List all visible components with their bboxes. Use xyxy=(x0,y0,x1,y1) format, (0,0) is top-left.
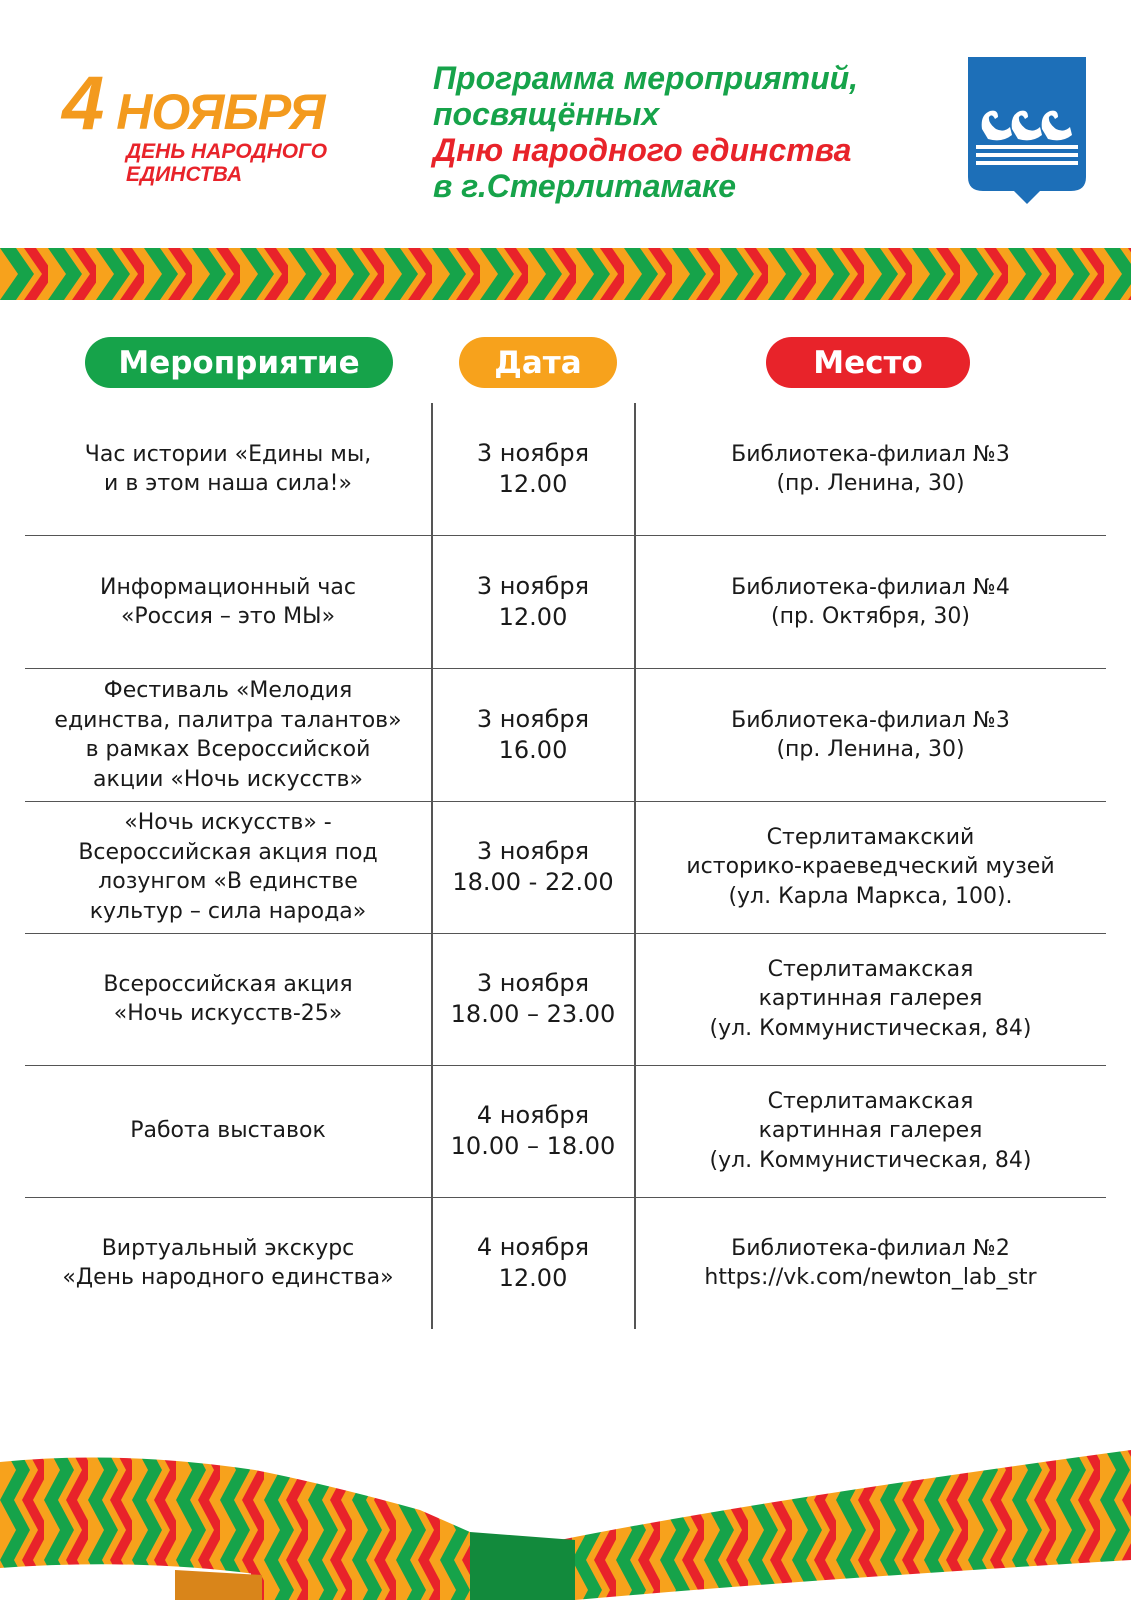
table-row xyxy=(25,1065,1106,1198)
place-cell: Стерлитамакская картинная галерея (ул. Коммунистическая, 84) xyxy=(709,956,1032,1041)
logo-day: 4 xyxy=(62,61,105,146)
logo-date xyxy=(62,61,327,146)
ornament-ribbon xyxy=(0,1440,1131,1600)
table-row xyxy=(25,536,1106,669)
table-row xyxy=(25,933,1106,1066)
date-cell: 4 ноября 12.00 xyxy=(476,1233,590,1292)
holiday-logo xyxy=(62,61,328,186)
page-title xyxy=(433,60,858,204)
title-line-1: Программа мероприятий, xyxy=(433,60,859,96)
table-row xyxy=(25,801,1106,934)
date-cell: 4 ноября 10.00 – 18.00 xyxy=(450,1101,616,1160)
date-cell: 3 ноября 12.00 xyxy=(476,572,590,631)
event-cell: Виртуальный экскурс «День народного единства» xyxy=(62,1235,394,1290)
ornament-band xyxy=(0,248,1131,300)
place-cell: Стерлитамакский историко-краеведческий музей (ул. Карла Маркса, 100). xyxy=(686,824,1055,909)
logo-subtitle-line1: ДЕНЬ НАРОДНОГО xyxy=(126,140,328,163)
place-cell: Библиотека-филиал №2 https://vk.com/newton_lab_str xyxy=(704,1235,1037,1290)
event-cell: Всероссийская акция «Ночь искусств-25» xyxy=(103,971,353,1026)
table-row xyxy=(25,1197,1106,1329)
event-cell: Информационный час «Россия – это МЫ» xyxy=(100,574,356,629)
header-event: Мероприятие xyxy=(85,337,393,388)
event-cell: «Ночь искусств» - Всероссийская акция под лозунгом «В единстве культур – сила народа» xyxy=(78,810,378,924)
place-cell: Библиотека-филиал №4 (пр. Октября, 30) xyxy=(731,574,1010,629)
logo-subtitle-line2: ЕДИНСТВА xyxy=(126,163,243,186)
place-cell: Стерлитамакская картинная галерея (ул. Коммунистическая, 84) xyxy=(709,1088,1032,1173)
event-cell: Час истории «Едины мы, и в этом наша сила!» xyxy=(84,441,372,496)
title-line-3: Дню народного единства xyxy=(433,132,852,168)
swans-coat-of-arms-icon xyxy=(968,57,1086,205)
header-date: Дата xyxy=(459,337,617,388)
date-cell: 3 ноября 16.00 xyxy=(476,705,590,764)
title-line-2: посвящённых xyxy=(433,96,660,132)
date-cell: 3 ноября 18.00 – 23.00 xyxy=(450,969,616,1028)
place-cell: Библиотека-филиал №3 (пр. Ленина, 30) xyxy=(731,707,1010,762)
date-cell: 3 ноября 12.00 xyxy=(476,439,590,498)
logo-subtitle xyxy=(126,140,327,186)
event-cell: Работа выставок xyxy=(130,1118,326,1144)
table-row xyxy=(25,669,1106,802)
table-row xyxy=(25,403,1106,536)
event-cell: Фестиваль «Мелодия единства, палитра талантов» в рамках Всероссийской акции «Ночь искусств» xyxy=(54,678,402,792)
header-place: Место xyxy=(766,337,970,388)
logo-month: НОЯБРЯ xyxy=(116,84,325,140)
date-cell: 3 ноября 18.00 - 22.00 xyxy=(452,837,614,896)
title-line-4: в г.Стерлитамаке xyxy=(433,168,737,204)
place-cell: Библиотека-филиал №3 (пр. Ленина, 30) xyxy=(731,441,1010,496)
